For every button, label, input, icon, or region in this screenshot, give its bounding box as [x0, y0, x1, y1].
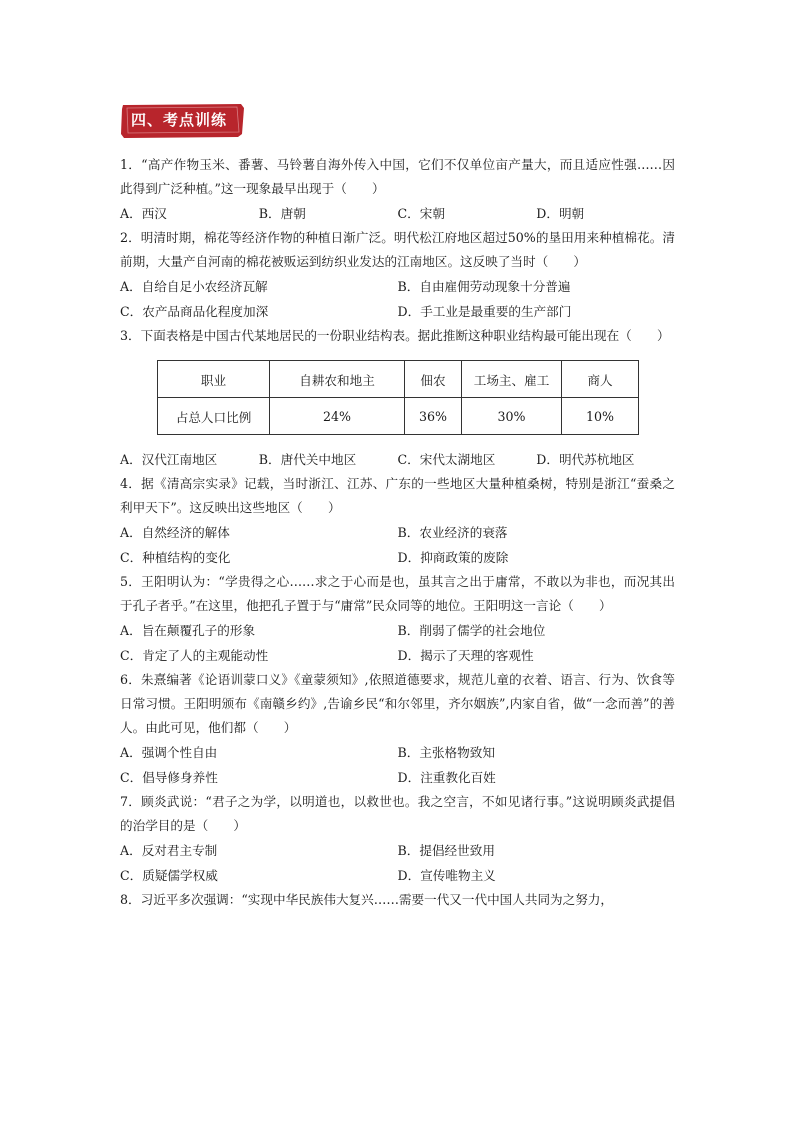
option-a: A．自给自足小农经济瓦解: [120, 279, 268, 294]
question-stem: 7．顾炎武说：“君子之为学，以明道也，以救世也。我之空言，不如见诸行事。”这说明顾炎武提倡的治学目的是（ ）: [120, 794, 675, 833]
table-header-cell: 商人: [562, 361, 639, 398]
option-row: [120, 201, 675, 226]
option-d: D．注重教化百姓: [397, 770, 496, 785]
table-header-cell: 自耕农和地主: [270, 361, 405, 398]
option-a: A．西汉: [120, 206, 167, 221]
option-b: B．主张格物致知: [397, 745, 495, 760]
option-grid: [120, 740, 675, 790]
option-b: B．提倡经世致用: [397, 843, 495, 858]
option-c: C．农产品商品化程度加深: [120, 304, 269, 319]
question-list: [120, 153, 675, 912]
table-cell: 24%: [270, 398, 405, 435]
table-header-cell: 工场主、雇工: [462, 361, 562, 398]
option-grid: [120, 838, 675, 888]
option-d: D．宣传唯物主义: [397, 868, 496, 883]
table-cell: 占总人口比例: [158, 398, 270, 435]
question-8: [120, 888, 675, 912]
option-a: A．汉代江南地区: [120, 452, 218, 467]
option-a: A．反对君主专制: [120, 843, 218, 858]
question-1: [120, 153, 675, 226]
option-b: B．削弱了儒学的社会地位: [397, 623, 546, 638]
option-b: B．唐代关中地区: [258, 452, 357, 467]
question-7: [120, 790, 675, 888]
option-c: C．肯定了人的主观能动性: [120, 648, 269, 663]
question-stem: 4．据《清高宗实录》记载，当时浙江、江苏、广东的一些地区大量种植桑树，特别是浙江“蚕桑之利甲天下”。这反映出这些地区（ ）: [120, 476, 675, 515]
question-stem: 5．王阳明认为：“学贵得之心……求之于心而是也，虽其言之出于庸常，不敢以为非也，而况其出于孔子者乎。”在这里，他把孔子置于与“庸常”民众同等的地位。王阳明这一言论（ ）: [120, 574, 675, 613]
option-c: C．宋代太湖地区: [397, 452, 496, 467]
option-d: D．明代苏杭地区: [536, 452, 635, 467]
occupation-table: [157, 360, 639, 435]
option-c: C．质疑儒学权威: [120, 868, 218, 883]
table-cell: 36%: [405, 398, 462, 435]
question-4: [120, 472, 675, 570]
option-c: C．宋朝: [397, 206, 445, 221]
table-header-cell: 职业: [158, 361, 270, 398]
option-grid: [120, 274, 675, 324]
option-grid: [120, 618, 675, 668]
option-c: C．种植结构的变化: [120, 550, 231, 565]
question-stem: 3．下面表格是中国古代某地居民的一份职业结构表。据此推断这种职业结构最可能出现在（ ）: [120, 328, 670, 343]
table-header-row: [158, 361, 639, 398]
table-row: [158, 398, 639, 435]
table-header-cell: 佃农: [405, 361, 462, 398]
option-grid: [120, 520, 675, 570]
option-d: D．明朝: [536, 206, 585, 221]
option-d: D．抑商政策的废除: [397, 550, 509, 565]
section-title: 四、考点训练: [130, 111, 227, 129]
question-2: [120, 226, 675, 324]
question-5: [120, 570, 675, 668]
question-3: [120, 324, 675, 472]
question-stem: 8．习近平多次强调：“实现中华民族伟大复兴……需要一代又一代中国人共同为之努力，: [120, 892, 614, 907]
section-badge: [120, 103, 246, 139]
table-cell: 10%: [562, 398, 639, 435]
option-d: D．揭示了天理的客观性: [397, 648, 534, 663]
option-c: C．倡导修身养性: [120, 770, 218, 785]
option-a: A．旨在颠覆孔子的形象: [120, 623, 256, 638]
option-d: D．手工业是最重要的生产部门: [397, 304, 572, 319]
option-a: A．强调个性自由: [120, 745, 218, 760]
question-6: [120, 668, 675, 790]
option-b: B．自由雇佣劳动现象十分普遍: [397, 279, 571, 294]
question-stem: 1．“高产作物玉米、番薯、马铃薯自海外传入中国，它们不仅单位亩产量大，而且适应性强……因此得到广泛种植。”这一现象最早出现于（ ）: [120, 157, 675, 196]
question-stem: 6．朱熹编著《论语训蒙口义》《童蒙须知》,依照道德要求，规范儿童的衣着、语言、行为、饮食等日常习惯。王阳明颁布《南赣乡约》,告谕乡民“和尔邻里，齐尔姻族”,内家自省，做“一念而善”的善人。由此可见，他们都（ ）: [120, 672, 675, 735]
option-a: A．自然经济的解体: [120, 525, 230, 540]
option-b: B．农业经济的衰落: [397, 525, 508, 540]
option-row: [120, 447, 675, 472]
option-b: B．唐朝: [258, 206, 306, 221]
table-cell: 30%: [462, 398, 562, 435]
question-stem: 2．明清时期，棉花等经济作物的种植日渐广泛。明代松江府地区超过50%的垦田用来种植棉花。清前期，大量产自河南的棉花被贩运到纺织业发达的江南地区。这反映了当时（ ）: [120, 230, 675, 269]
occupation-table-wrap: [120, 348, 675, 447]
